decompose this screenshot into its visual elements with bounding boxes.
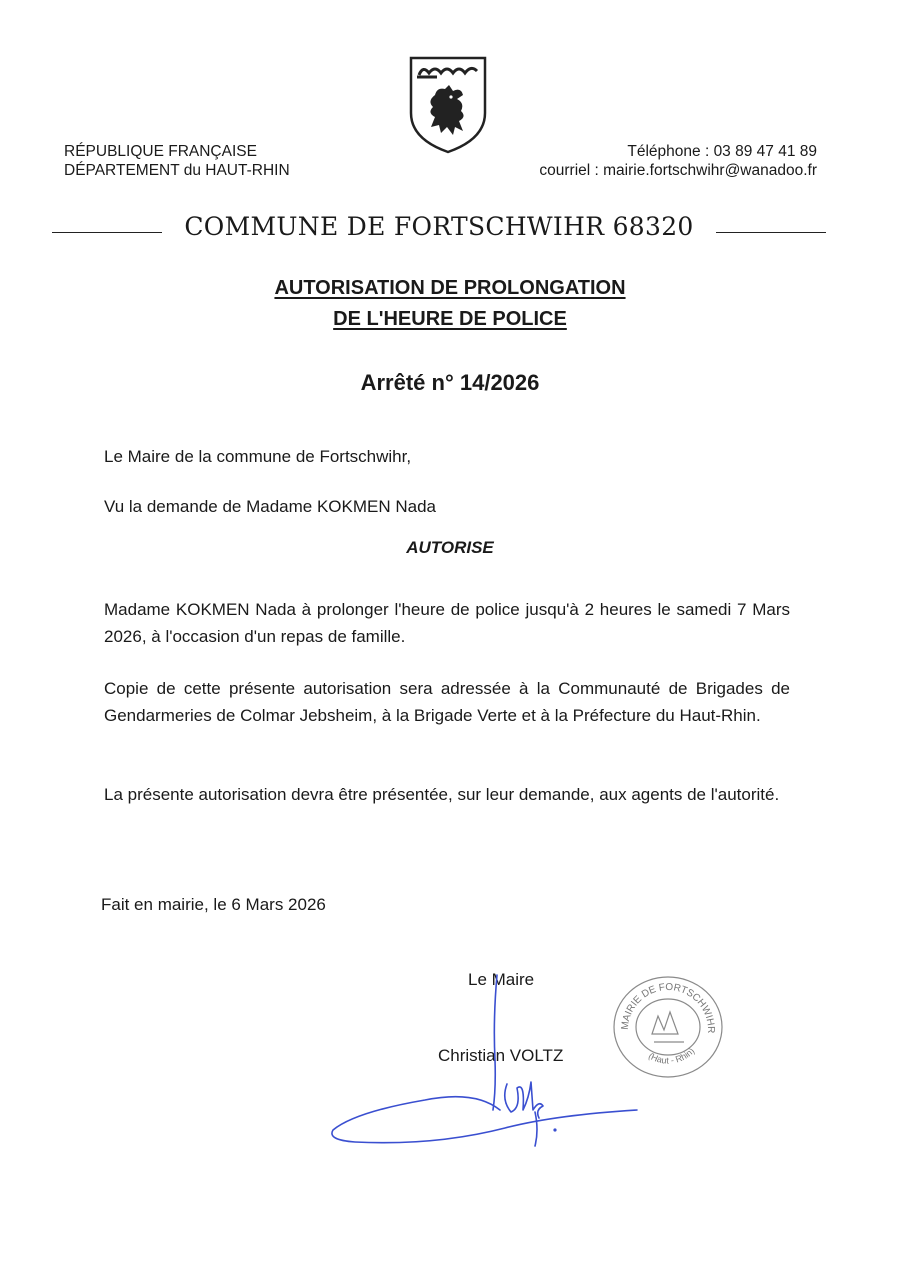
official-stamp [608, 972, 728, 1082]
heading-divider-left [52, 232, 162, 233]
stamp-top-text: MAIRIE DE FORTSCHWIHR [619, 981, 717, 1034]
svg-text:MAIRIE DE FORTSCHWIHR [620, 982, 716, 1034]
departement-label: DÉPARTEMENT du HAUT-RHIN [64, 162, 290, 179]
telephone-label: Téléphone : 03 89 47 41 89 [627, 143, 817, 160]
document-title [0, 273, 900, 335]
signatory-name: Christian VOLTZ [438, 1046, 564, 1065]
authorization-paragraph: Madame KOKMEN Nada à prolonger l'heure de police jusqu'à 2 heures le samedi 7 Mars 2026, à l'occasion d'un repas de famille. [104, 600, 790, 646]
coat-of-arms-logo [407, 55, 489, 155]
copy-paragraph: Copie de cette présente autorisation sera adressée à la Communauté de Brigades de Gendarmeries de Colmar Jebsheim, à la Brigade Verte et à la Préfecture du Haut-Rhin. [104, 679, 790, 725]
header-right [539, 142, 817, 180]
date-place: Fait en mairie, le 6 Mars 2026 [101, 895, 326, 914]
title-line-1: AUTORISATION DE PROLONGATION [274, 277, 626, 299]
commune-heading [52, 212, 826, 252]
handwritten-signature [325, 960, 650, 1160]
stamp-bottom-text: (Haut - Rhin) [646, 1045, 697, 1066]
title-line-2: DE L'HEURE DE POLICE [333, 308, 567, 330]
heading-divider-right [716, 232, 826, 233]
arrete-number: Arrêté n° 14/2026 [360, 370, 540, 395]
presentation-paragraph: La présente autorisation devra être présentée, sur leur demande, aux agents de l'autorité. [104, 785, 780, 804]
commune-title: COMMUNE DE FORTSCHWIHR 68320 [184, 212, 694, 241]
request-paragraph: Vu la demande de Madame KOKMEN Nada [104, 497, 436, 516]
header-left [64, 142, 290, 180]
email-label: courriel : mairie.fortschwihr@wanadoo.fr [539, 162, 817, 179]
svg-text:(Haut - Rhin) [647, 1046, 697, 1066]
republique-label: RÉPUBLIQUE FRANÇAISE [64, 143, 257, 160]
autorise-heading: AUTORISE [406, 538, 494, 557]
intro-paragraph: Le Maire de la commune de Fortschwihr, [104, 447, 412, 466]
signatory-title: Le Maire [468, 970, 535, 989]
